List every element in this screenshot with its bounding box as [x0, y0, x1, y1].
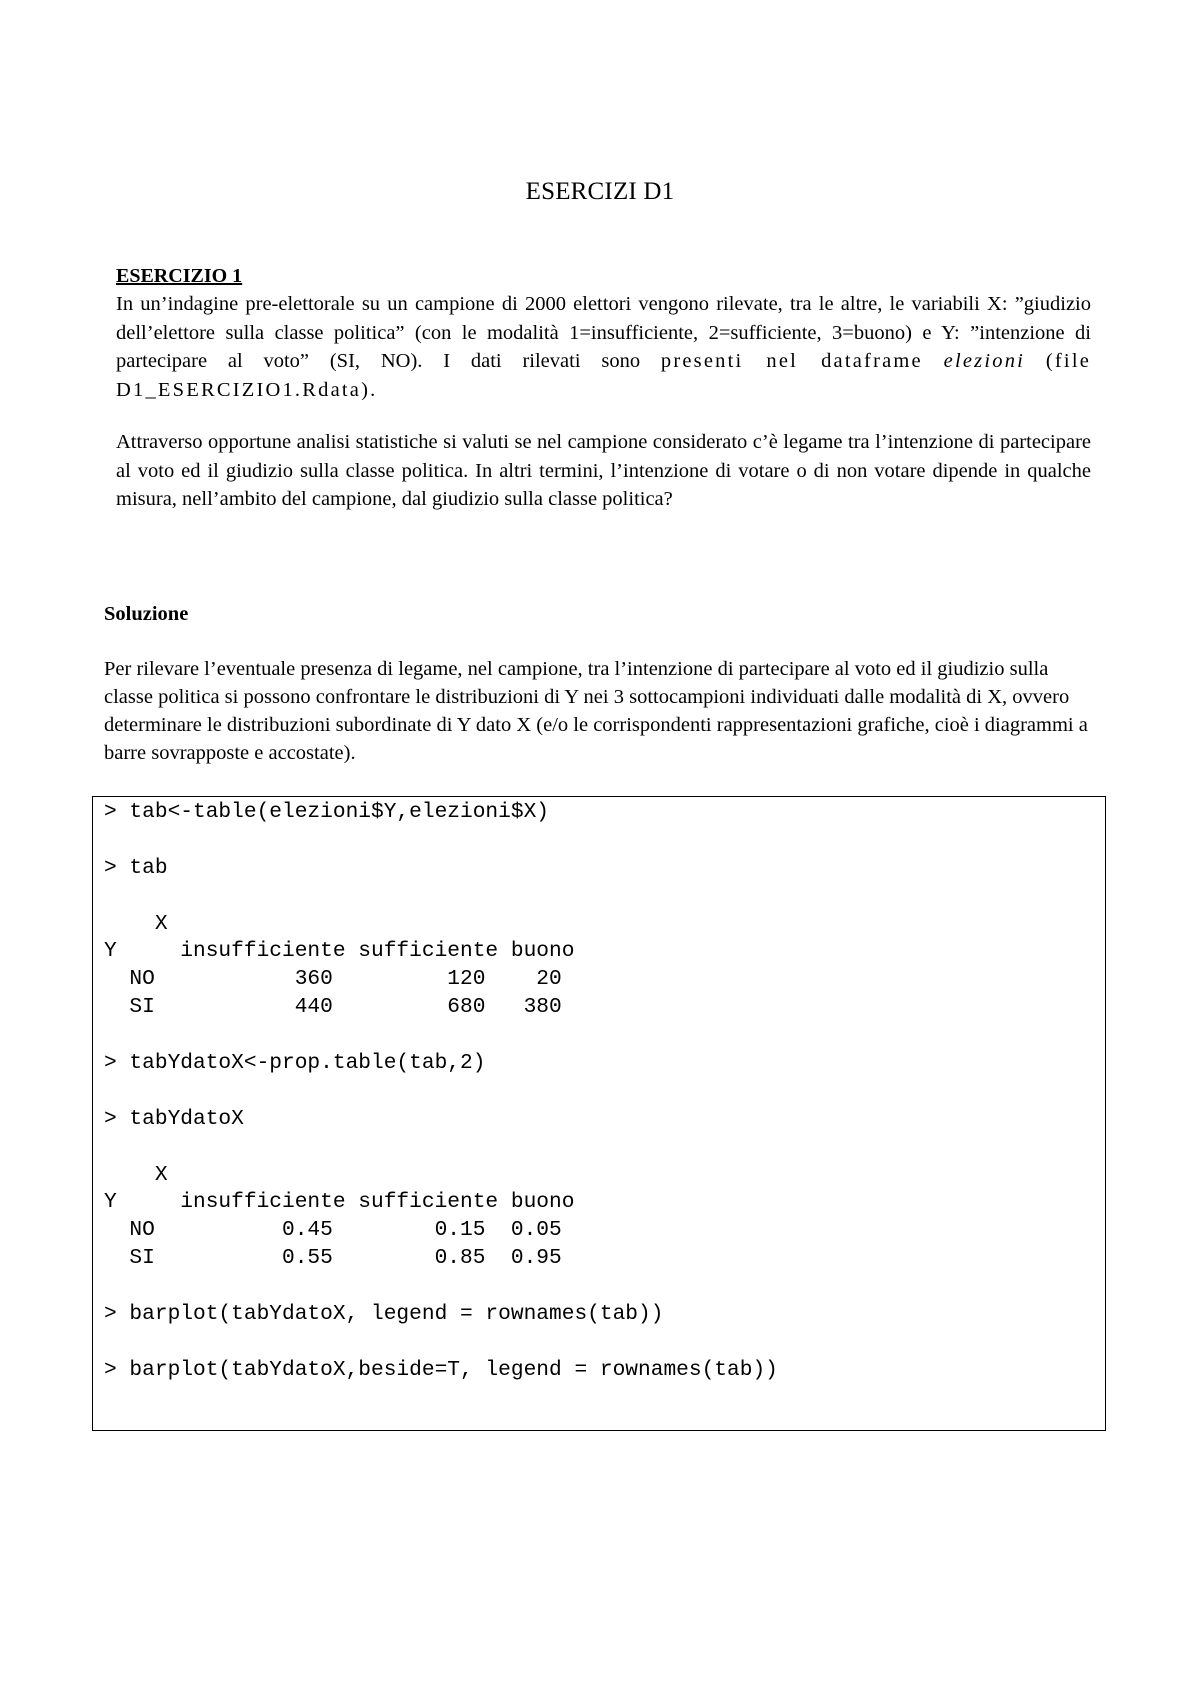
solution-heading: Soluzione	[104, 603, 189, 625]
intro-file-reference: (file D1_ESERCIZIO1.Rdata).	[116, 350, 1092, 401]
code-line	[104, 1134, 778, 1162]
solution-paragraph: Per rilevare l’eventuale presenza di legame, nel campione, tra l’intenzione di partecipare al voto ed il giudizio sulla classe politica si possono confrontare le distribuzioni di Y nei 3 sottocampioni individuati dalle modalità di X, ovvero determinare le distribuzioni subordinate di Y dato X (e/o le corrispondenti rappresentazioni grafiche, cioè i diagrammi a barre sovrapposte e accostate).	[104, 658, 1088, 764]
code-line	[104, 827, 778, 855]
code-line: Y insufficiente sufficiente buono	[104, 1190, 575, 1215]
intro-text: In un’indagine pre-elettorale su un campione di 2000 elettori vengono rilevate, tra le altre, le variabili X: ”giudizio dell’elettore sulla classe politica” (con le modalità 1=insufficiente, 2=sufficiente, 3=buono) e Y: ”intenzione di partecipare al voto” (SI, NO). I dati rilevati sono	[116, 293, 1091, 372]
code-line: SI 0.55 0.85 0.95	[104, 1246, 562, 1271]
code-line: > tab<-table(elezioni$Y,elezioni$X)	[104, 800, 550, 824]
page-title: ESERCIZI D1	[525, 178, 675, 205]
code-line: NO 0.45 0.15 0.05	[104, 1218, 562, 1243]
dataframe-name: elezioni	[943, 350, 1026, 372]
code-line: SI 440 680 380	[104, 995, 562, 1020]
code-line: Y insufficiente sufficiente buono	[104, 939, 575, 964]
exercise-heading: ESERCIZIO 1	[116, 265, 243, 287]
code-line	[104, 1078, 778, 1106]
code-block	[104, 799, 778, 1385]
intro-text-spaced: presenti nel dataframe	[660, 350, 923, 372]
code-line: > tab	[104, 855, 168, 880]
code-box	[92, 796, 1106, 1431]
code-line: > barplot(tabYdatoX, legend = rownames(tab))	[104, 1302, 664, 1327]
code-line: X	[104, 1162, 168, 1187]
exercise-question-paragraph: Attraverso opportune analisi statistiche si valuti se nel campione considerato c’è legame tra l’intenzione di partecipare al voto ed il giudizio sulla classe politica. In altri termini, l’intenzione di votare o di non votare dipende in qualche misura, nell’ambito del campione, dal giudizio sulla classe politica?	[116, 431, 1091, 510]
code-line	[104, 1273, 778, 1301]
code-line: X	[104, 911, 168, 936]
code-line	[104, 1022, 778, 1050]
code-line	[104, 1329, 778, 1357]
code-line: > tabYdatoX<-prop.table(tab,2)	[104, 1051, 486, 1076]
code-line: > barplot(tabYdatoX,beside=T, legend = rownames(tab))	[104, 1357, 778, 1382]
code-line	[104, 883, 778, 911]
code-line: NO 360 120 20	[104, 967, 562, 992]
code-line: > tabYdatoX	[104, 1106, 244, 1131]
exercise-intro-paragraph	[116, 290, 1091, 404]
